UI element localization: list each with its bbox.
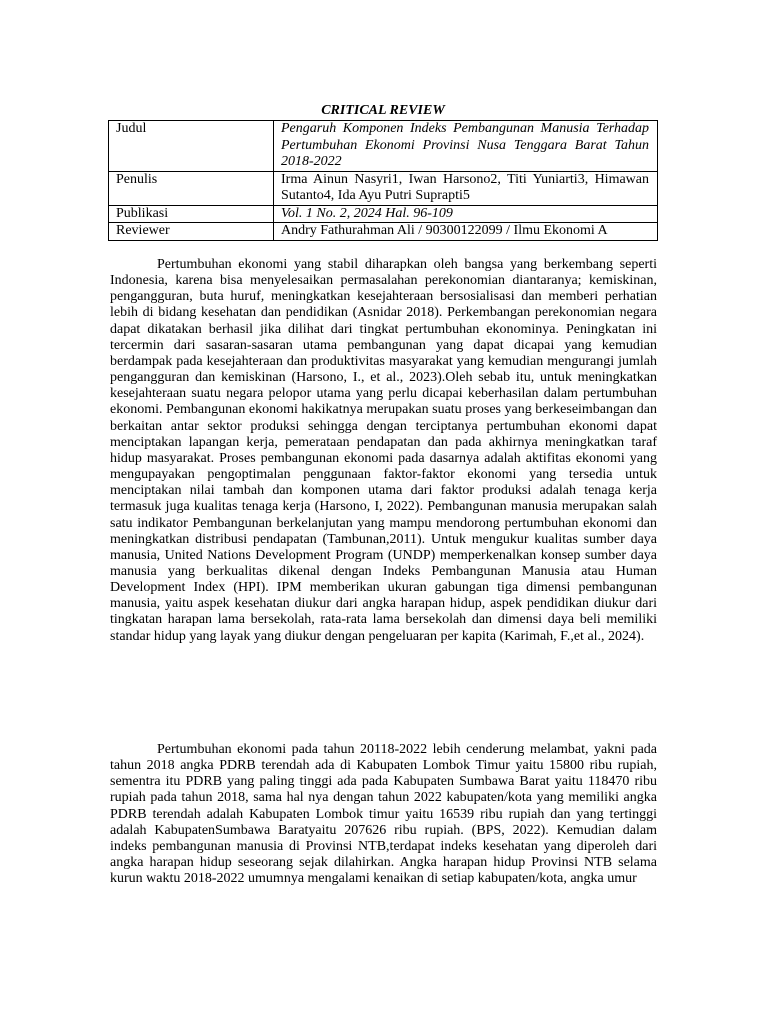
document-title: CRITICAL REVIEW	[321, 103, 445, 118]
penulis-value: Irma Ainun Nasyri1, Iwan Harsono2, Titi Yuniarti3, Himawan Sutanto4, Ida Ayu Putri Suprapti5	[274, 171, 658, 205]
publikasi-value: Vol. 1 No. 2, 2024 Hal. 96-109	[274, 205, 658, 223]
judul-label: Judul	[109, 121, 274, 172]
penulis-label: Penulis	[109, 171, 274, 205]
reviewer-value: Andry Fathurahman Ali / 90300122099 / Ilmu Ekonomi A	[274, 223, 658, 241]
table-row-penulis	[109, 171, 658, 205]
table-row-publikasi	[109, 205, 658, 223]
body-paragraph-1: Pertumbuhan ekonomi yang stabil diharapkan oleh bangsa yang berkembang seperti Indonesia, karena bisa menyelesaikan permasalahan perekonomian diantaranya; kemiskinan, pengangguran, buta huruf, meningkatkan kesejahteraan bersosialisasi dan memberi perhatian lebih di bidang kesehatan dan pendidikan (Asnidar 2018). Perkembangan perekonomian negara dapat dikatakan berhasil jika dilihat dari tingkat pertumbuhan ekonominya. Peningkatan ini tercermin dari sasaran-sasaran utama pembangunan yang dapat dicapai yang kemudian berdampak pada kesejahteraan dan produktivitas masyarakat yang kemudian mengurangi jumlah pengangguran dan kemiskinan (Harsono, I., et al., 2023).Oleh sebab itu, untuk meningkatkan kesejahteraan suatu negara pelopor utama yang perlu dicapai keberhasilan dalam pertumbuhan ekonomi. Pembangunan ekonomi hakikatnya merupakan suatu proses yang berkeseimbangan dan berkaitan antar sektor produksi sehingga dengan terciptanya pertumbuhan ekonomi dapat menciptakan lapangan kerja, pemerataan pendapatan dan pada akhirnya meningkatkan taraf hidup masyarakat. Proses pembangunan ekonomi pada dasarnya adalah aktifitas ekonomi yang mengupayakan pengoptimalan penggunaan faktor-faktor ekonomi yang tersedia untuk menciptakan nilai tambah dan komponen utama dari faktor produksi adalah tenaga kerja termasuk juga kualitas tenaga kerja (Harsono, I, 2022). Pembangunan manusia merupakan salah satu indikator Pembangunan berkelanjutan yang mampu mendorong pertumbuhan ekonomi dan meningkatkan distribusi pendapatan (Tambunan,2011). Untuk mengukur kualitas sumber daya manusia, United Nations Development Program (UNDP) memperkenalkan konsep sumber daya manusia yang berkualitas dikenal dengan Indeks Pembangunan Manusia atau Human Development Index (HPI). IPM memberikan ukuran gabungan tiga dimensi pembangunan manusia, yaitu aspek kesehatan diukur dari angka harapan hidup, aspek pendidikan diukur dari tingkatan harapan lama bersekolah, rata-rata lama bersekolah dan dimensi daya beli memiliki standar hidup yang layak yang diukur dengan pengeluaran per kapita (Karimah, F.,et al., 2024).	[110, 257, 657, 644]
judul-value: Pengaruh Komponen Indeks Pembangunan Manusia Terhadap Pertumbuhan Ekonomi Provinsi Nusa Tenggara Barat Tahun 2018-2022	[274, 121, 658, 172]
review-info-table	[108, 120, 658, 241]
table-row-judul	[109, 121, 658, 172]
table-row-reviewer	[109, 223, 658, 241]
body-paragraph-2: Pertumbuhan ekonomi pada tahun 20118-2022 lebih cenderung melambat, yakni pada tahun 2018 angka PDRB terendah ada di Kabupaten Lombok Timur yaitu 15800 ribu rupiah, sementra itu PDRB yang paling tinggi ada pada Kabupaten Sumbawa Barat yaitu 118470 ribu rupiah pada tahun 2018, sama hal nya dengan tahun 2022 kabupaten/kota yang memiliki angka PDRB terendah adalah Kabupaten Lombok timur yaitu 16539 ribu rupiah dan yang tertinggi adalah KabupatenSumbawa Baratyaitu 207626 ribu rupiah. (BPS, 2022). Kemudian dalam indeks pembangunan manusia di Provinsi NTB,terdapat indeks kesehatan yang diperoleh dari angka harapan hidup seseorang sejak dilahirkan. Angka harapan hidup Provinsi NTB selama kurun waktu 2018-2022 umumnya mengalami kenaikan di setiap kabupaten/kota, angka umur	[110, 742, 657, 887]
reviewer-label: Reviewer	[109, 223, 274, 241]
publikasi-label: Publikasi	[109, 205, 274, 223]
